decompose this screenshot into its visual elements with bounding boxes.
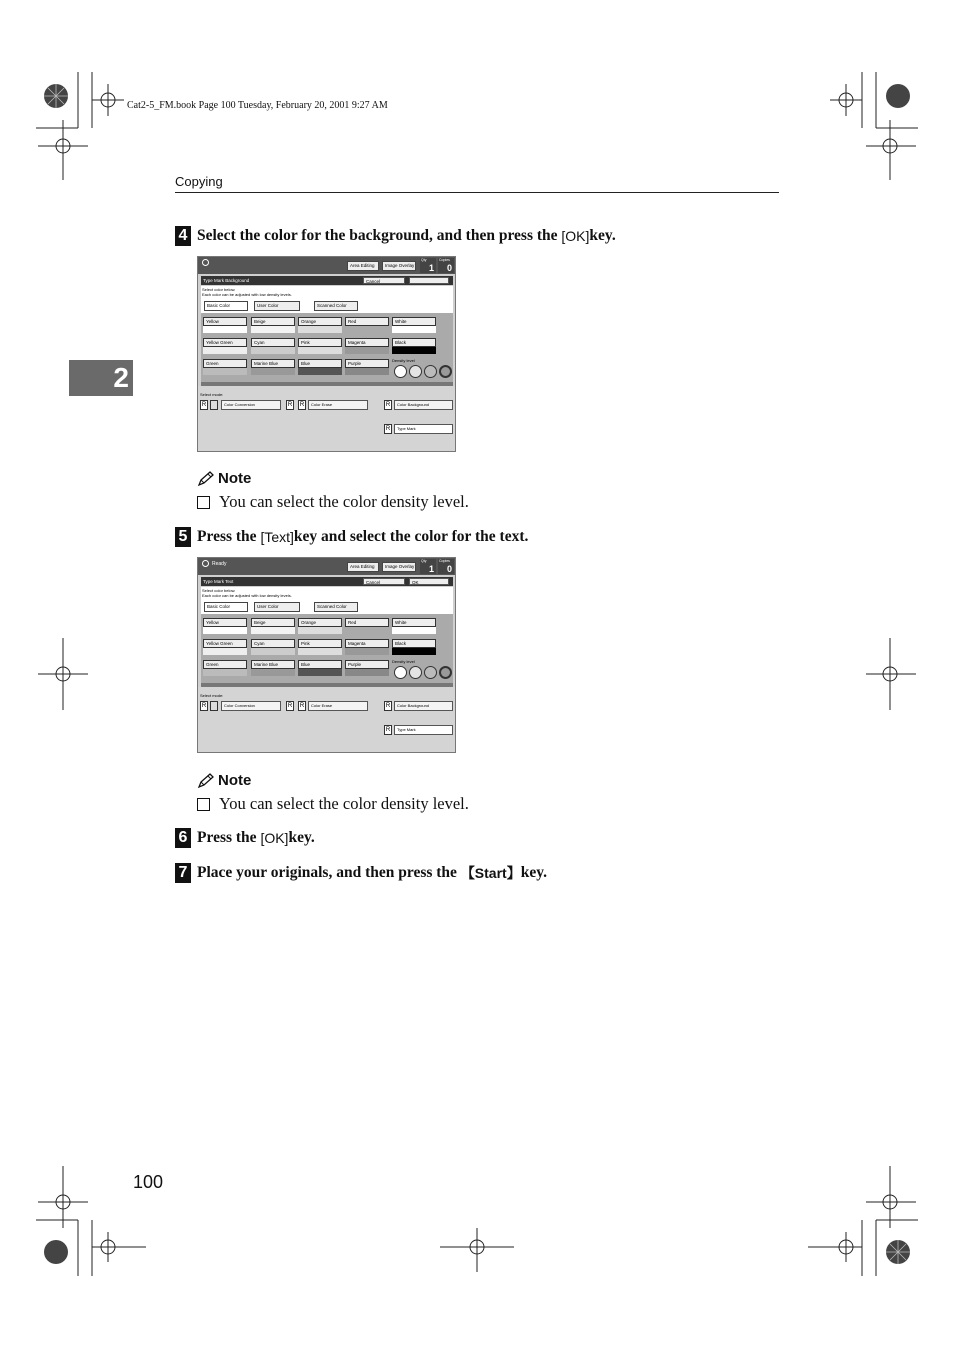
color-erase-button[interactable]: Color Erase: [308, 701, 368, 711]
area-editing-button[interactable]: Area Editing: [347, 562, 379, 572]
ok-button[interactable]: OK: [409, 578, 449, 585]
step-text-after: key.: [520, 864, 547, 881]
step-text-after: key.: [288, 829, 315, 846]
step-number: 5: [175, 527, 191, 547]
copies-counter: Copies 0: [439, 258, 452, 273]
color-green[interactable]: Green: [203, 359, 247, 375]
mode-icon: R: [299, 402, 305, 408]
color-erase-button[interactable]: Color Erase: [308, 400, 368, 410]
color-cyan[interactable]: Cyan: [251, 639, 295, 655]
select-mode-label: Select mode:: [200, 392, 224, 397]
image-overlay-button[interactable]: Image Overlay: [382, 562, 416, 572]
mode-icon: R: [201, 402, 207, 408]
color-yellow[interactable]: Yellow: [203, 317, 247, 333]
tab-basic-color[interactable]: Basic Color: [204, 602, 248, 612]
tab-user-color[interactable]: User Color: [254, 602, 300, 612]
step-number: 4: [175, 226, 191, 246]
mode-icon: R: [385, 402, 391, 408]
note-heading: Note: [197, 772, 251, 789]
note-item: You can select the color density level.: [197, 492, 469, 512]
color-magenta[interactable]: Magenta: [345, 639, 389, 655]
type-mark-button[interactable]: Type Mark: [394, 424, 453, 434]
color-magenta[interactable]: Magenta: [345, 338, 389, 354]
color-pink[interactable]: Pink: [298, 639, 342, 655]
color-beige[interactable]: Beige: [251, 317, 295, 333]
color-blue[interactable]: Blue: [298, 660, 342, 676]
color-yellow-green[interactable]: Yellow Green: [203, 639, 247, 655]
tab-basic-color[interactable]: Basic Color: [204, 301, 248, 311]
qty-counter: Qty 1: [421, 258, 434, 273]
color-yellow-green[interactable]: Yellow Green: [203, 338, 247, 354]
color-purple[interactable]: Purple: [345, 359, 389, 375]
step-number: 6: [175, 828, 191, 848]
file-header: Cat2-5_FM.book Page 100 Tuesday, February 20, 2001 9:27 AM: [127, 100, 388, 111]
mode-icon: R: [287, 402, 293, 408]
cancel-button[interactable]: Cancel: [363, 578, 405, 585]
note-heading: Note: [197, 470, 251, 487]
step-text-before: Place your originals, and then press the: [197, 864, 457, 881]
mode-icon: R: [201, 703, 207, 709]
instruction-1: Select color below.: [202, 287, 236, 292]
color-orange[interactable]: Orange: [298, 618, 342, 634]
color-background-button[interactable]: Color Background: [394, 400, 453, 410]
step-text-after: key and select the color for the text.: [293, 528, 529, 545]
tab-user-color[interactable]: User Color: [254, 301, 300, 311]
color-green[interactable]: Green: [203, 660, 247, 676]
ok-key: [OK]: [260, 830, 289, 846]
color-blue[interactable]: Blue: [298, 359, 342, 375]
color-conversion-button[interactable]: Color Conversion: [221, 701, 281, 711]
dialog-title: Type Mark Text Cancel OK: [201, 577, 453, 586]
step-text-before: Press the: [197, 528, 257, 545]
dialog-title: Type Mark Background Cancel: [201, 276, 453, 285]
ok-key: [OK]: [561, 228, 590, 244]
instruction-1: Select color below.: [202, 588, 236, 593]
cancel-button[interactable]: Cancel: [363, 277, 405, 284]
page-number: 100: [133, 1172, 164, 1192]
color-white[interactable]: White: [392, 317, 436, 333]
instruction-2: Each color can be adjusted with low density levels.: [202, 292, 292, 297]
tab-scanned-color[interactable]: Scanned Color: [314, 602, 358, 612]
color-black[interactable]: Black: [392, 338, 436, 354]
mode-icon: R: [385, 426, 391, 432]
step-text-before: Select the color for the background, and then press the: [197, 227, 558, 244]
color-background-button[interactable]: Color Background: [394, 701, 453, 711]
color-beige[interactable]: Beige: [251, 618, 295, 634]
color-cyan[interactable]: Cyan: [251, 338, 295, 354]
area-editing-button[interactable]: Area Editing: [347, 261, 379, 271]
color-red[interactable]: Red: [345, 317, 389, 333]
tab-scanned-color[interactable]: Scanned Color: [314, 301, 358, 311]
note-item: You can select the color density level.: [197, 794, 469, 814]
instruction-2: Each color can be adjusted with low density levels.: [202, 593, 292, 598]
step-number: 7: [175, 863, 191, 883]
step-text-after: key.: [589, 227, 616, 244]
color-purple[interactable]: Purple: [345, 660, 389, 676]
color-black[interactable]: Black: [392, 639, 436, 655]
text-key: [Text]: [260, 529, 294, 545]
color-orange[interactable]: Orange: [298, 317, 342, 333]
color-conversion-button[interactable]: Color Conversion: [221, 400, 281, 410]
mode-icon: R: [385, 727, 391, 733]
density-label: Density level: [392, 659, 415, 664]
mode-icon: R: [385, 703, 391, 709]
select-mode-label: Select mode:: [200, 693, 224, 698]
color-pink[interactable]: Pink: [298, 338, 342, 354]
copies-counter: Copies 0: [439, 559, 452, 574]
color-yellow[interactable]: Yellow: [203, 618, 247, 634]
mode-icon: R: [287, 703, 293, 709]
chapter-tab: 2: [69, 360, 133, 396]
running-head: Copying: [175, 174, 223, 189]
mode-icon: R: [299, 703, 305, 709]
density-label: Density level: [392, 358, 415, 363]
color-white[interactable]: White: [392, 618, 436, 634]
step-text-before: Press the: [197, 829, 257, 846]
color-marine-blue[interactable]: Marine Blue: [251, 359, 295, 375]
color-red[interactable]: Red: [345, 618, 389, 634]
color-marine-blue[interactable]: Marine Blue: [251, 660, 295, 676]
image-overlay-button[interactable]: Image Overlay: [382, 261, 416, 271]
type-mark-button[interactable]: Type Mark: [394, 725, 453, 735]
status: Ready: [202, 560, 226, 567]
qty-counter: Qty 1: [421, 559, 434, 574]
start-key: 【Start】: [460, 865, 521, 881]
